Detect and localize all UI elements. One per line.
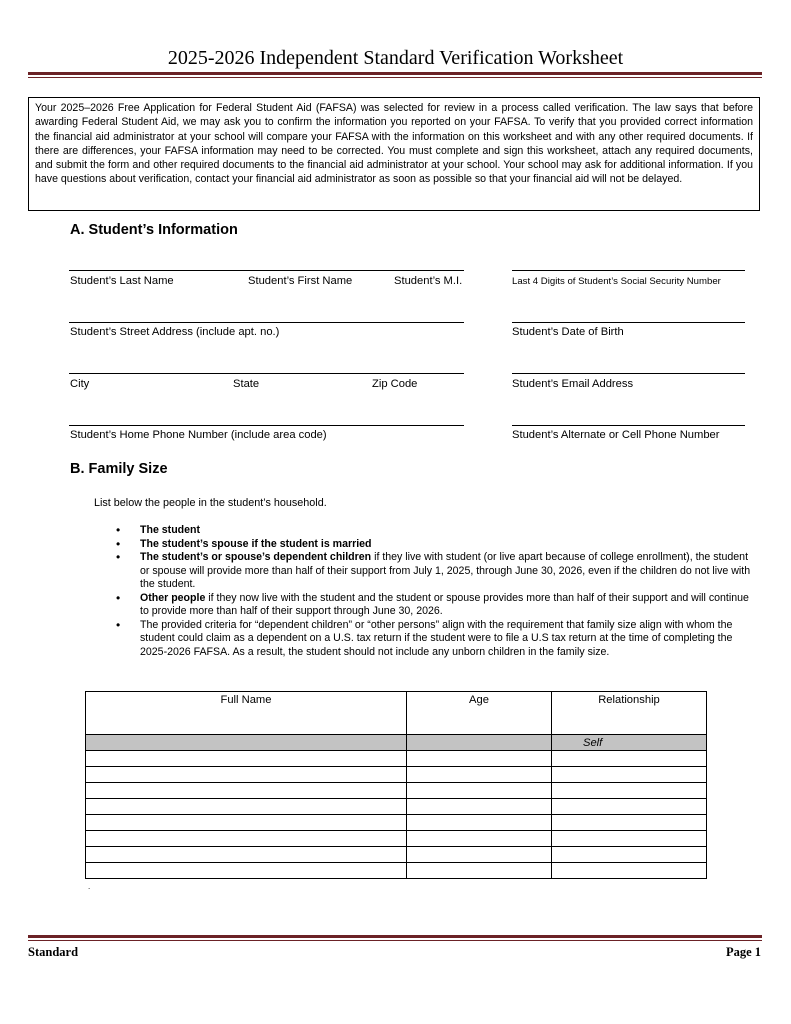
family-size-table	[85, 691, 707, 879]
list-item: • Other people if they now live with the student and the student or spouse provides more than half of their support and will continue to provide more than half of their support through June 30, 2026.	[116, 592, 756, 619]
self-relationship-text: Self	[583, 736, 603, 749]
dob-field-line[interactable]	[512, 322, 745, 323]
list-item: • The student’s or spouse’s dependent children if they live with student (or live apart because of college enrollment), the student or spouse will provide more than half of their support from July 1, 2025, through June 30, 2026, even if the children do not live with the student.	[116, 551, 756, 592]
footer-page-number: Page 1	[725, 945, 761, 959]
header-rule-thin	[28, 77, 762, 78]
age-cell[interactable]	[407, 863, 552, 879]
street-label: Student’s Street Address (include apt. no.)	[70, 326, 280, 338]
section-a-heading: A. Student’s Information	[70, 222, 238, 238]
email-label: Student’s Email Address	[512, 378, 634, 390]
last-name-label: Student’s Last Name	[70, 275, 174, 287]
name-cell[interactable]	[86, 863, 407, 879]
footer-rule-thin	[28, 940, 762, 941]
ssn-label: Last 4 Digits of Student’s Social Security Number	[512, 276, 721, 287]
relationship-cell[interactable]	[552, 831, 707, 847]
home-phone-label: Student’s Home Phone Number (include area code)	[70, 429, 327, 441]
full-name-header: Full Name	[86, 692, 407, 735]
intro-text: Your 2025–2026 Free Application for Federal Student Aid (FAFSA) was selected for review in a process called verification. The law says that before awarding Federal Student Aid, we may ask you to confirm the information you reported on your FAFSA. To verify that you provided correct information the financial aid administrator at your school will compare your FAFSA with the information on this worksheet and with any other required documents. If there are differences, your FAFSA information may need to be corrected. You must complete and sign this worksheet, attach any required documents, and submit the form and other required documents to the financial aid administrator at your school. Your school may ask for additional information. If you have questions about verification, contact your financial aid administrator as soon as possible so that your financial aid will not be delayed.	[35, 102, 753, 186]
table-header-row	[86, 692, 707, 735]
city-label: City	[70, 378, 90, 390]
table-row	[86, 863, 707, 879]
alt-phone-line[interactable]	[512, 425, 745, 426]
name-cell[interactable]	[86, 847, 407, 863]
relationship-cell[interactable]	[552, 815, 707, 831]
household-list-intro: List below the people in the student’s household.	[94, 497, 327, 509]
footer-form-type: Standard	[28, 945, 79, 959]
table-row	[86, 831, 707, 847]
email-field-line[interactable]	[512, 373, 745, 374]
ssn-field-line[interactable]	[512, 270, 745, 271]
age-cell[interactable]	[407, 831, 552, 847]
relationship-cell[interactable]	[552, 863, 707, 879]
name-field-line[interactable]	[69, 270, 464, 271]
age-cell[interactable]	[407, 783, 552, 799]
page-title: 2025-2026 Independent Standard Verification Worksheet	[167, 47, 624, 69]
section-b-heading: B. Family Size	[70, 461, 168, 477]
alt-phone-label: Student’s Alternate or Cell Phone Number	[512, 429, 720, 441]
name-cell[interactable]	[86, 799, 407, 815]
table-row	[86, 799, 707, 815]
relationship-cell[interactable]	[552, 783, 707, 799]
age-cell[interactable]	[407, 767, 552, 783]
relationship-cell[interactable]	[552, 799, 707, 815]
name-cell[interactable]	[86, 815, 407, 831]
name-cell[interactable]	[86, 751, 407, 767]
age-header: Age	[407, 692, 552, 735]
household-criteria-list	[116, 524, 756, 659]
age-cell[interactable]	[407, 847, 552, 863]
home-phone-line[interactable]	[69, 425, 464, 426]
table-row	[86, 783, 707, 799]
relationship-cell[interactable]	[552, 751, 707, 767]
list-item: • The student’s spouse if the student is married	[116, 538, 756, 552]
self-row	[86, 735, 707, 751]
age-cell[interactable]	[407, 751, 552, 767]
first-name-label: Student’s First Name	[248, 275, 353, 287]
age-cell[interactable]	[407, 815, 552, 831]
city-state-zip-line[interactable]	[69, 373, 464, 374]
intro-box	[28, 97, 760, 211]
table-row	[86, 815, 707, 831]
name-cell[interactable]	[86, 767, 407, 783]
street-field-line[interactable]	[69, 322, 464, 323]
relationship-cell[interactable]	[552, 767, 707, 783]
zip-label: Zip Code	[372, 378, 418, 390]
stray-mark: .	[88, 882, 91, 891]
self-relationship-cell	[552, 735, 707, 751]
table-row	[86, 751, 707, 767]
mi-label: Student’s M.I.	[394, 275, 463, 287]
list-item: • The student	[116, 524, 756, 538]
table-row	[86, 767, 707, 783]
name-cell[interactable]	[86, 831, 407, 847]
relationship-header: Relationship	[552, 692, 707, 735]
name-cell[interactable]	[86, 783, 407, 799]
self-age-cell[interactable]	[407, 735, 552, 751]
table-row	[86, 847, 707, 863]
relationship-cell[interactable]	[552, 847, 707, 863]
footer-rule	[28, 935, 762, 938]
header-rule	[28, 72, 762, 75]
list-item: • The provided criteria for “dependent children” or “other persons” align with the requirement that family size align with whom the student could claim as a dependent on a U.S. tax return if the student were to file a U.S tax return at the time of completing the 2025-2026 FAFSA. As a result, the student should not include any unborn children in the family size.	[116, 619, 756, 660]
age-cell[interactable]	[407, 799, 552, 815]
self-name-cell[interactable]	[86, 735, 407, 751]
state-label: State	[233, 378, 260, 390]
dob-label: Student’s Date of Birth	[512, 326, 624, 338]
